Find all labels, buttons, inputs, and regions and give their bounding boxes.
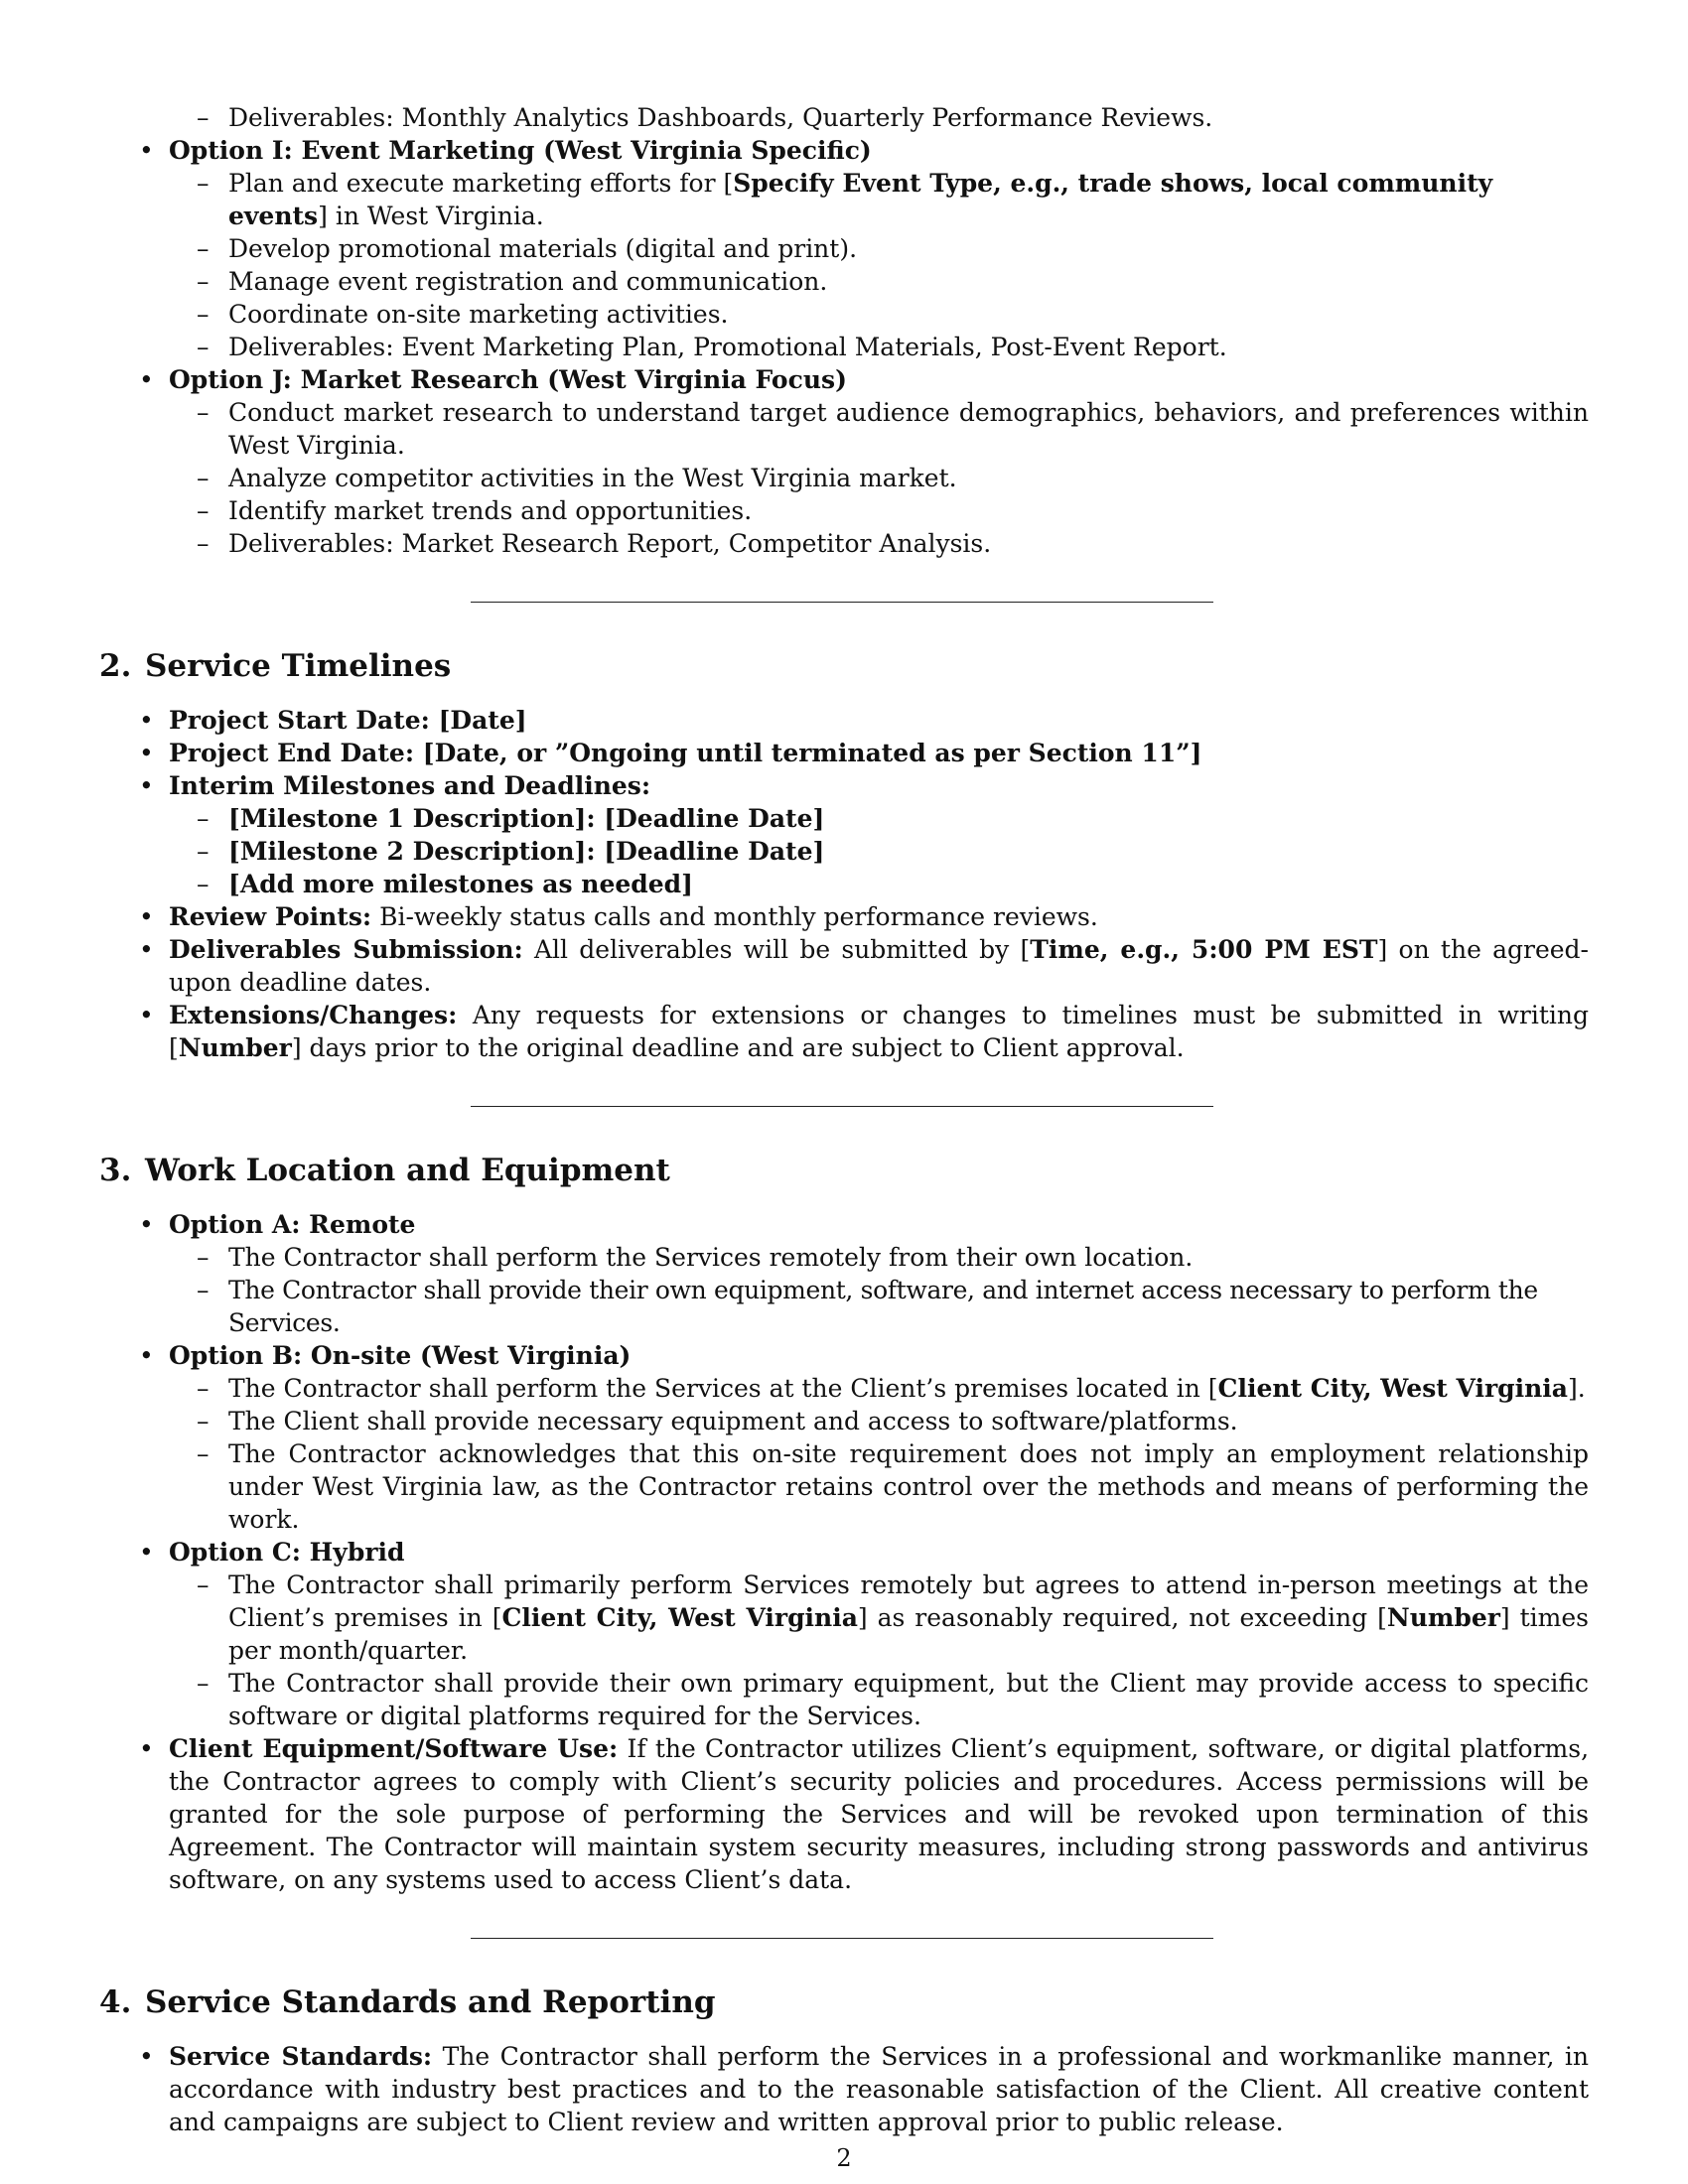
list-item: • Project End Date: [Date, or ”Ongoing until terminated as per Section 11”] [139, 739, 1202, 767]
document-page [99, 101, 1589, 2138]
list-item: – Manage event registration and communication. [197, 267, 828, 296]
list-item: – Deliverables: Market Research Report, Competitor Analysis. [197, 529, 992, 558]
list-item: – Analyze competitor activities in the West Virginia market. [197, 464, 957, 492]
list-item: – The Contractor shall primarily perform Services remotely but agrees to attend in-person meetings at the Client’s premises in [Client City, West Virginia] as reasonably required, not exceeding [Number] times per month/quarter. [197, 1570, 1589, 1665]
list-item: • Option C: Hybrid [139, 1538, 405, 1567]
section-2-heading: 2. Service Timelines [99, 648, 452, 684]
list-item: – The Contractor shall perform the Services at the Client’s premises located in [Client City, West Virginia]. [197, 1374, 1586, 1403]
list-item: – [Add more milestones as needed] [197, 870, 693, 898]
list-item: • Deliverables Submission: All deliverables will be submitted by [Time, e.g., 5:00 PM EST] on the agreed-upon deadline dates. [139, 935, 1590, 997]
list-item: – Deliverables: Monthly Analytics Dashboards, Quarterly Performance Reviews. [197, 103, 1213, 132]
list-item: – The Contractor shall provide their own primary equipment, but the Client may provide access to specific software or digital platforms required for the Services. [197, 1669, 1589, 1730]
list-item: – [Milestone 1 Description]: [Deadline Date] [197, 804, 825, 833]
section-divider [471, 1938, 1213, 1939]
list-item: • Interim Milestones and Deadlines: [139, 771, 651, 800]
list-item: – Identify market trends and opportunities. [197, 496, 753, 525]
list-item: • Option A: Remote [139, 1210, 416, 1239]
bullet-marker: • [139, 136, 154, 165]
list-item: • Service Standards: The Contractor shall perform the Services in a professional and workmanlike manner, in accordance with industry best practices and to the reasonable satisfaction of the Client. All creative content and campaigns are subject to Client review and written approval prior to public release. [139, 2042, 1589, 2136]
list-item: – The Contractor shall perform the Services remotely from their own location. [197, 1243, 1194, 1272]
list-item: • Project Start Date: [Date] [139, 706, 527, 735]
list-item: • Extensions/Changes: Any requests for extensions or changes to timelines must be submitted in writing [Number] days prior to the original deadline and are subject to Client approval. [139, 1001, 1589, 1062]
list-item: • Review Points: Bi-weekly status calls and monthly performance reviews. [139, 902, 1098, 931]
section-divider [471, 1106, 1213, 1107]
list-item: – Conduct market research to understand target audience demographics, behaviors, and preferences within West Virginia. [197, 398, 1589, 460]
list-item: – Deliverables: Event Marketing Plan, Promotional Materials, Post-Event Report. [197, 333, 1227, 361]
list-item: – The Client shall provide necessary equipment and access to software/platforms. [197, 1407, 1238, 1435]
bullet-marker: • [139, 365, 154, 394]
list-item: – [Milestone 2 Description]: [Deadline Date] [197, 837, 825, 866]
option-i-title: Option I: Event Marketing (West Virginia Specific) [169, 136, 872, 165]
option-j-title: Option J: Market Research (West Virginia Focus) [169, 365, 847, 394]
section-divider [471, 602, 1213, 603]
section-3-heading: 3. Work Location and Equipment [99, 1153, 670, 1188]
list-item: – Develop promotional materials (digital and print). [197, 234, 858, 263]
list-item: • Option B: On-site (West Virginia) [139, 1341, 632, 1370]
dash-marker: – [197, 103, 210, 132]
list-item: • Client Equipment/Software Use: If the Contractor utilizes Client’s equipment, software, or digital platforms, the Contractor agrees to comply with Client’s security policies and procedures. Access permissions will be granted for the sole purpose of performing the Services and will be revoked upon termination of this Agreement. The Contractor will maintain system security measures, including strong passwords and antivirus software, on any systems used to access Client’s data. [139, 1734, 1590, 1894]
list-item: – Coordinate on-site marketing activities. [197, 300, 729, 329]
option-j-item [99, 363, 1589, 396]
section-4-heading: 4. Service Standards and Reporting [99, 1984, 716, 2020]
option-i-item [99, 134, 1589, 167]
list-item: – The Contractor shall provide their own equipment, software, and internet access necessary to perform the Services. [197, 1276, 1538, 1337]
list-item: – The Contractor acknowledges that this on-site requirement does not imply an employment relationship under West Virginia law, as the Contractor retains control over the methods and means of performing the work. [197, 1439, 1589, 1534]
list-item: – Plan and execute marketing efforts for [Specify Event Type, e.g., trade shows, local community events] in West Virginia. [197, 169, 1493, 230]
page-number: 2 [836, 2144, 852, 2172]
